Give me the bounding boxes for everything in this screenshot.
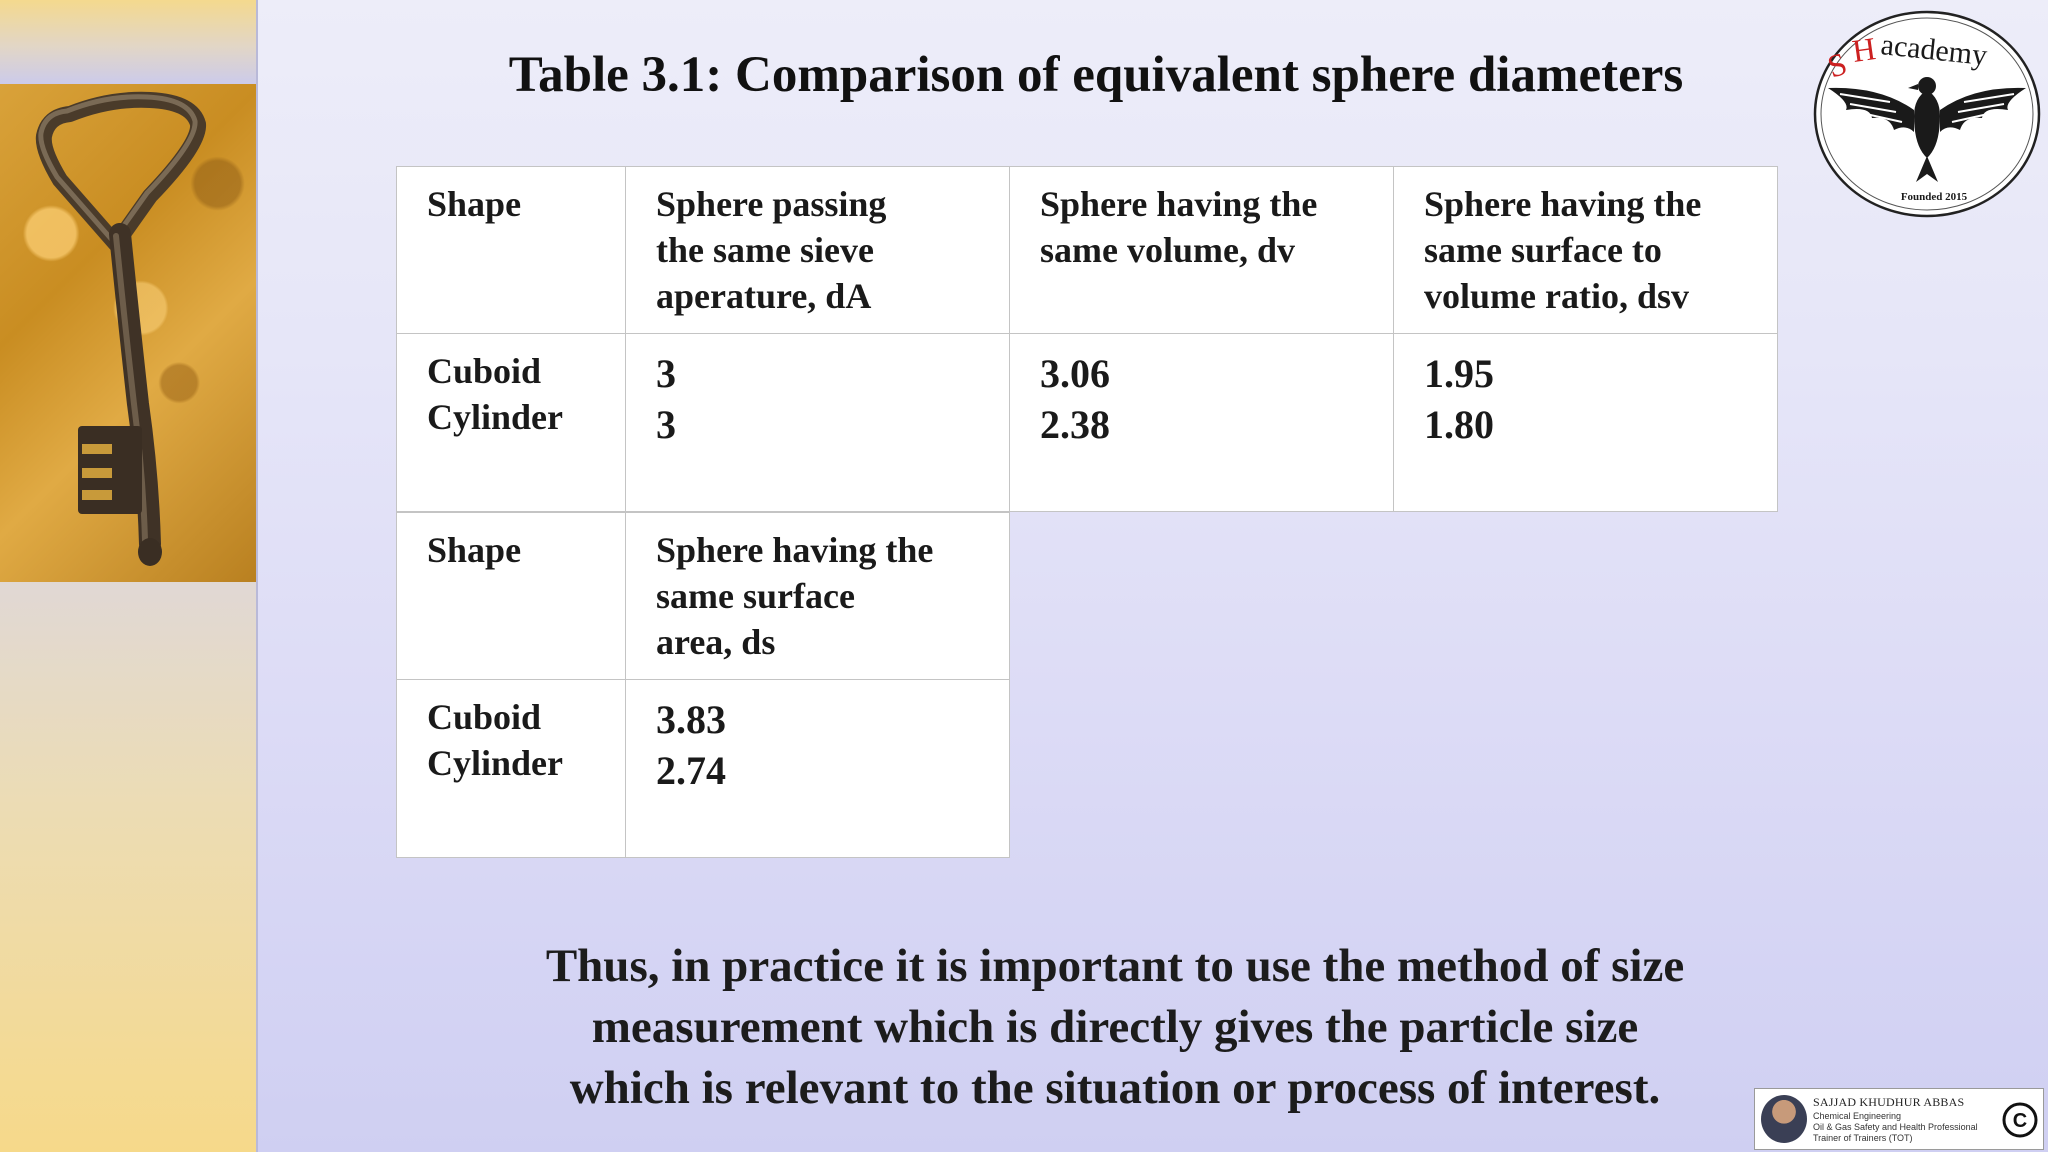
ds-cell: 3.83 2.74 bbox=[626, 680, 1010, 858]
copyright-icon bbox=[2001, 1101, 2039, 1139]
conclusion-text: Thus, in practice it is important to use the method of size measurement which is directly gives the particle size which is relevant to the situation or process of interest. bbox=[545, 940, 1685, 1114]
header-surface-area: Sphere having the same surface area, ds bbox=[626, 513, 1010, 680]
table-header-row bbox=[397, 167, 1778, 334]
table-row bbox=[397, 334, 1778, 512]
shape-cell: Cuboid Cylinder bbox=[397, 334, 626, 512]
header-shape: Shape bbox=[397, 167, 626, 334]
table-row bbox=[397, 680, 1010, 858]
dA-cell: 3 3 bbox=[626, 334, 1010, 512]
key-icon bbox=[0, 84, 256, 582]
author-name: SAJJAD KHUDHUR ABBAS bbox=[1813, 1095, 1965, 1109]
header-surface-volume-ratio: Sphere having the same surface to volume ratio, dsv bbox=[1394, 167, 1778, 334]
logo-letter-h: H bbox=[1849, 30, 1878, 69]
logo-letter-s: S bbox=[1823, 44, 1852, 85]
comparison-table-1 bbox=[396, 166, 1778, 512]
svg-text:C: C bbox=[2012, 1110, 2028, 1132]
logo-wordmark: academy bbox=[1879, 28, 1989, 73]
slide bbox=[258, 0, 2048, 1152]
author-signature-card bbox=[1754, 1088, 2044, 1150]
left-top-band bbox=[0, 0, 256, 84]
table-header-row bbox=[397, 513, 1010, 680]
author-credentials: Chemical Engineering Oil & Gas Safety and Health Professional Trainer of Trainers (TOT) bbox=[1813, 1111, 1978, 1143]
avatar bbox=[1761, 1095, 1807, 1143]
key-photo bbox=[0, 84, 256, 582]
logo-founded: Founded 2015 bbox=[1900, 191, 1968, 203]
left-decor-strip bbox=[0, 0, 256, 1152]
header-shape: Shape bbox=[397, 513, 626, 680]
header-same-volume: Sphere having the same volume, dv bbox=[1010, 167, 1394, 334]
comparison-table-2 bbox=[396, 512, 1010, 858]
dsv-cell: 1.95 1.80 bbox=[1394, 334, 1778, 512]
slide-title: Table 3.1: Comparison of equivalent sphere diameters bbox=[508, 47, 1684, 103]
dv-cell: 3.06 2.38 bbox=[1010, 334, 1394, 512]
shacademy-logo bbox=[1810, 6, 2044, 220]
header-sieve-aperture: Sphere passing the same sieve aperature, dA bbox=[626, 167, 1010, 334]
shape-cell: Cuboid Cylinder bbox=[397, 680, 626, 858]
